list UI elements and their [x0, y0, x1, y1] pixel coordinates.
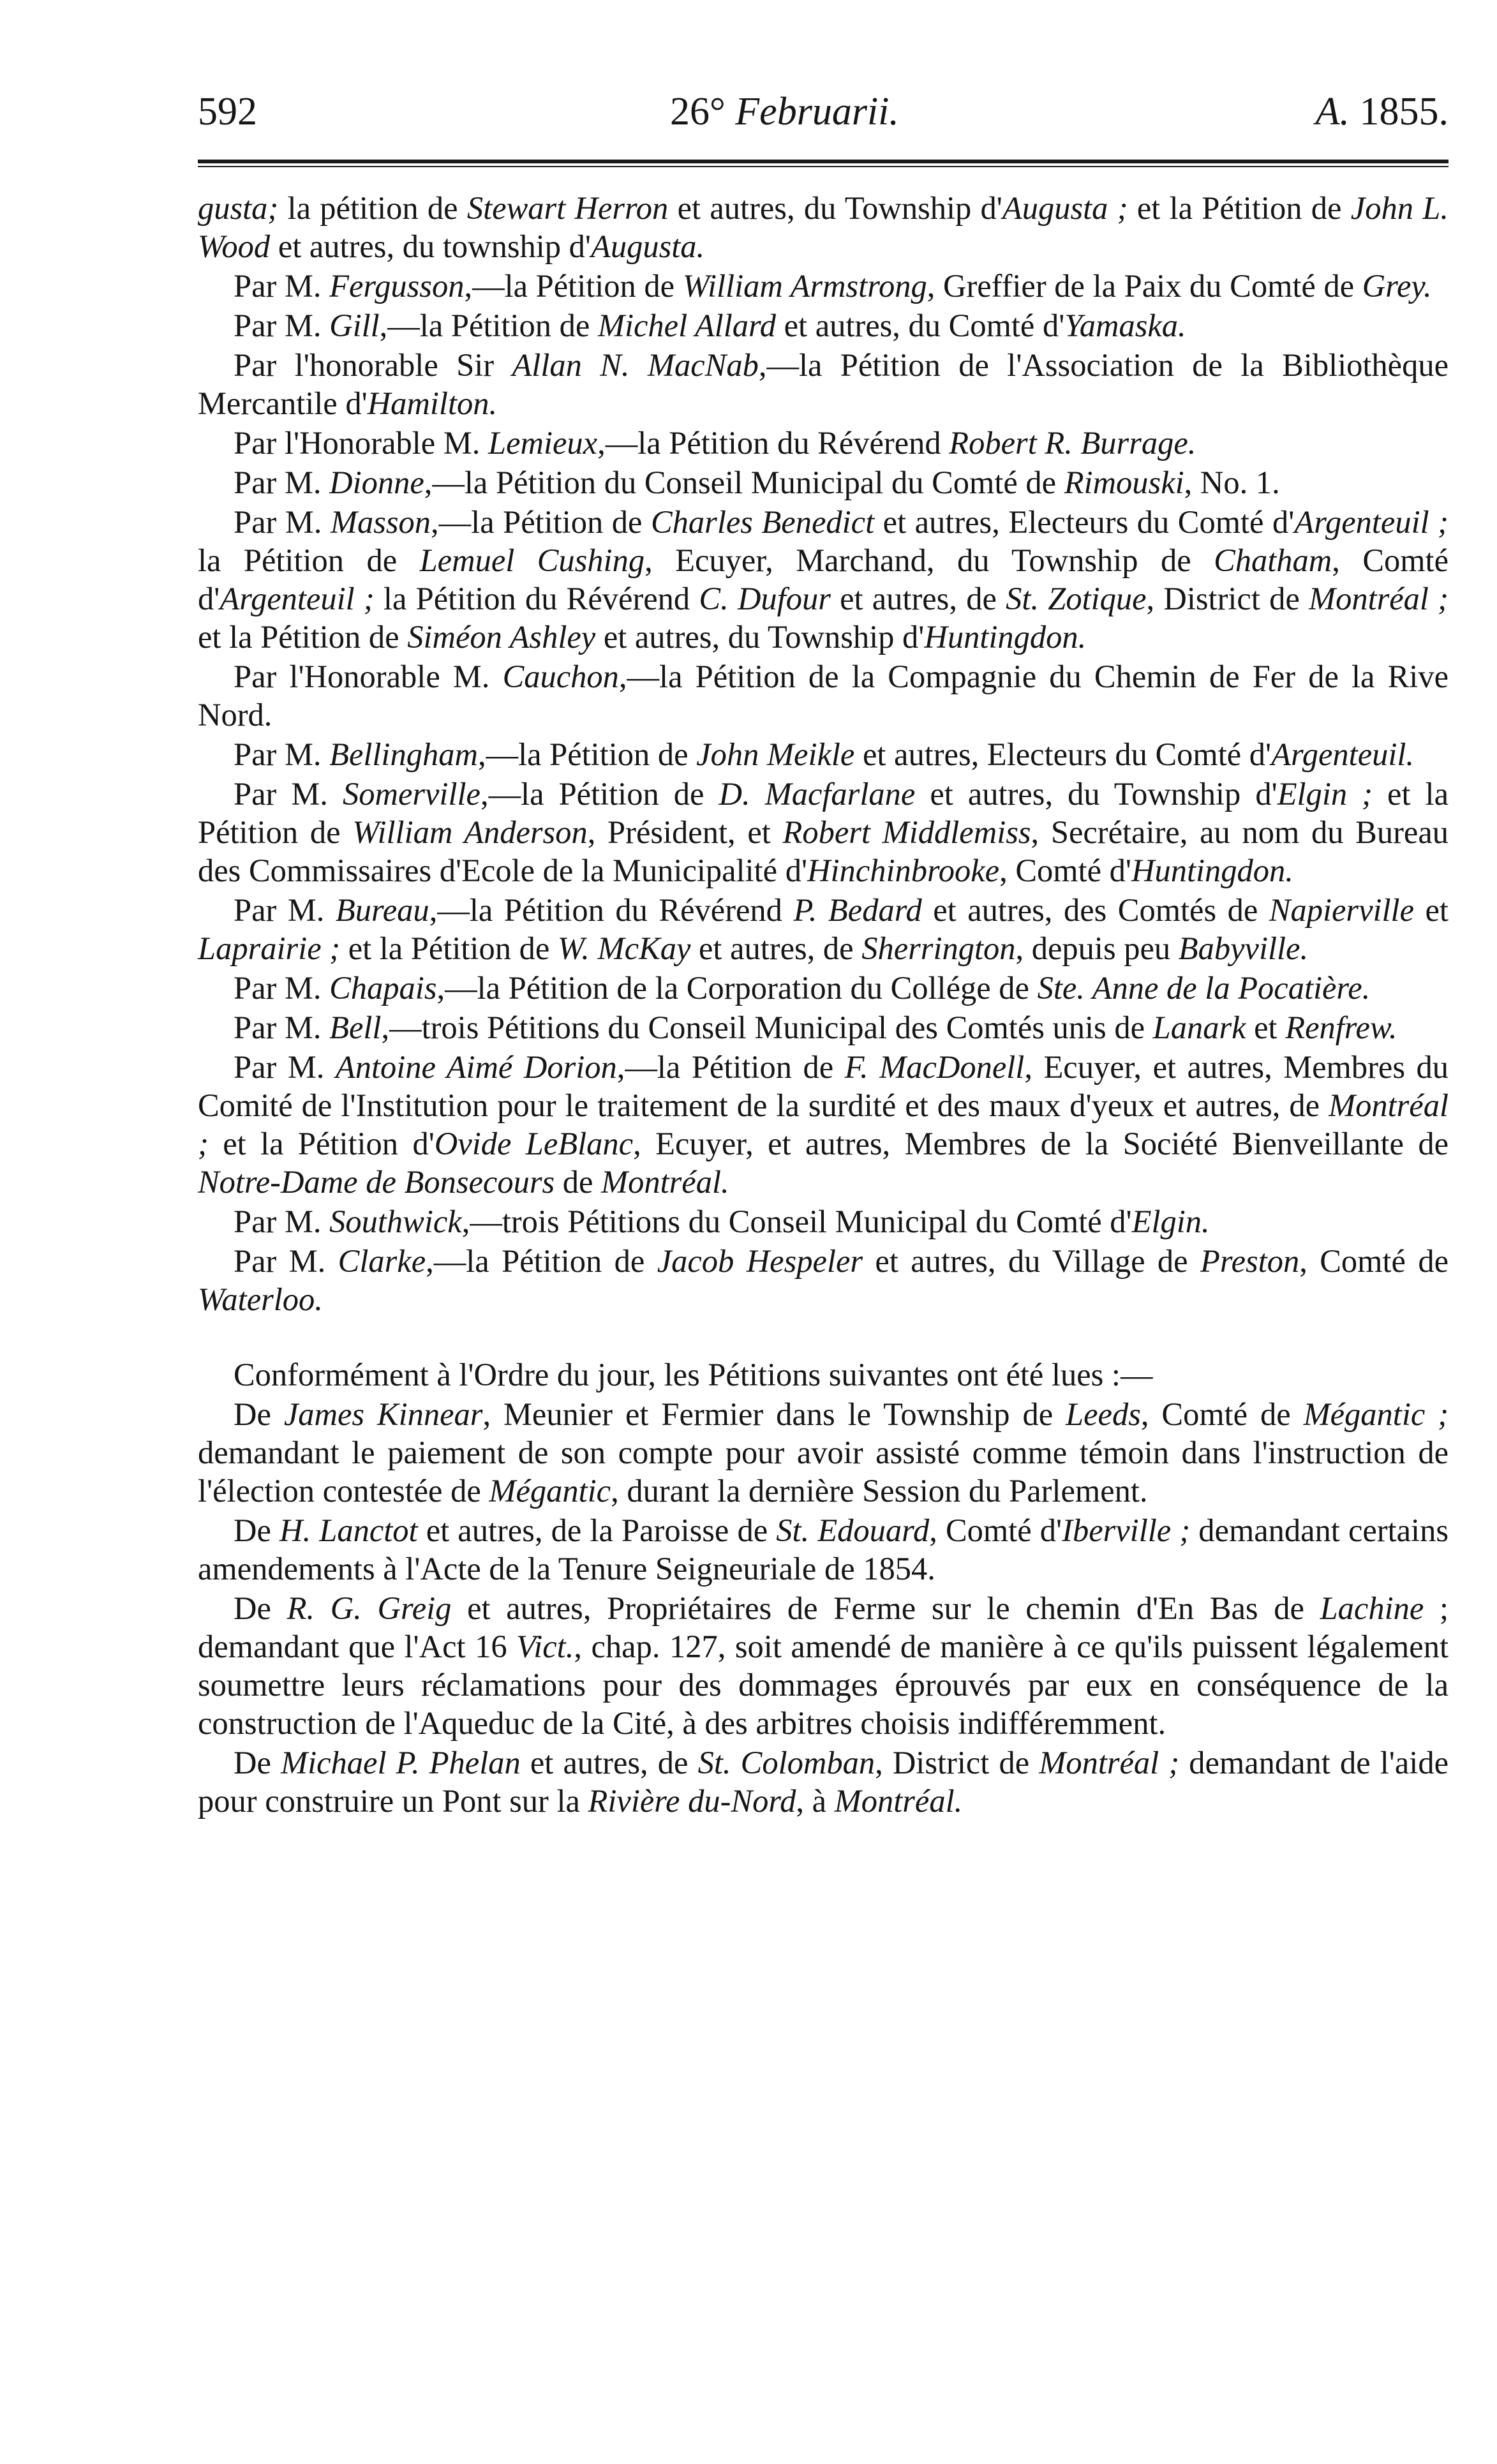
petition-read-paragraph: De H. Lanctot et autres, de la Paroisse de St. Edouard, Comté d'Iberville ; demandant certains amendements à l'Acte de la Tenure Seigneuriale de 1854. [198, 1512, 1449, 1587]
petition-paragraph: Par M. Gill,—la Pétition de Michel Allard et autres, du Comté d'Yamaska. [234, 308, 1186, 343]
section-spacer [198, 1320, 1449, 1355]
petitions-presented-section [198, 189, 1449, 1318]
running-header [198, 77, 1449, 147]
petition-read-paragraph: De R. G. Greig et autres, Propriétaires de Ferme sur le chemin d'En Bas de Lachine ; demandant que l'Act 16 Vict., chap. 127, soit amendé de manière à ce qu'ils puissent légalement soumettre leurs réclamations pour des dommages éprouvés par eux en conséquence de la construction de l'Aqueduc de la Cité, à des arbitres choisis indifféremment. [198, 1590, 1449, 1741]
running-year [1316, 77, 1449, 147]
petition-paragraph: Par M. Bellingham,—la Pétition de John Meikle et autres, Electeurs du Comté d'Argenteuil. [234, 736, 1415, 772]
header-rule [198, 160, 1449, 167]
petitions-read-intro: Conformément à l'Ordre du jour, les Pétitions suivantes ont été lues :— [234, 1357, 1153, 1393]
petition-paragraph: gusta; la pétition de Stewart Herron et autres, du Township d'Augusta ; et la Pétition de John L. Wood et autres, du township d'Augusta. [198, 190, 1449, 264]
petition-paragraph: Par M. Antoine Aimé Dorion,—la Pétition de F. MacDonell, Ecuyer, et autres, Membres du Comité de l'Institution pour le traitement de la surdité et des maux d'yeux et autres, de Montréal ; et la Pétition d'Ovide LeBlanc, Ecuyer, et autres, Membres de la Société Bienveillante de Notre-Dame de Bonsecours de Montréal. [198, 1049, 1449, 1200]
petition-paragraph: Par M. Clarke,—la Pétition de Jacob Hespeler et autres, du Village de Preston, Comté de Waterloo. [198, 1243, 1449, 1317]
page-body [198, 189, 1449, 1820]
petition-paragraph: Par M. Masson,—la Pétition de Charles Benedict et autres, Electeurs du Comté d'Argenteuil ; la Pétition de Lemuel Cushing, Ecuyer, Marchand, du Township de Chatham, Comté d'Argenteuil ; la Pétition du Révérend C. Dufour et autres, de St. Zotique, District de Montréal ; et la Pétition de Siméon Ashley et autres, du Township d'Huntingdon. [198, 504, 1449, 655]
petition-paragraph: Par M. Bureau,—la Pétition du Révérend P. Bedard et autres, des Comtés de Napierville et Laprairie ; et la Pétition de W. McKay et autres, de Sherrington, depuis peu Babyville. [198, 892, 1449, 966]
petition-paragraph: Par M. Somerville,—la Pétition de D. Macfarlane et autres, du Township d'Elgin ; et la Pétition de William Anderson, Président, et Robert Middlemiss, Secrétaire, au nom du Bureau des Commissaires d'Ecole de la Municipalité d'Hinchinbrooke, Comté d'Huntingdon. [198, 776, 1449, 888]
petition-paragraph: Par M. Chapais,—la Pétition de la Corporation du Collége de Ste. Anne de la Pocatière. [234, 970, 1371, 1006]
running-date [670, 77, 899, 147]
petition-paragraph: Par M. Bell,—trois Pétitions du Conseil Municipal des Comtés unis de Lanark et Renfrew. [234, 1010, 1397, 1045]
petition-paragraph: Par M. Fergusson,—la Pétition de William Armstrong, Greffier de la Paix du Comté de Grey. [234, 268, 1432, 304]
running-year-letter: A. [1315, 90, 1350, 133]
petition-read-paragraph: De Michael P. Phelan et autres, de St. Colomban, District de Montréal ; demandant de l'aide pour construire un Pont sur la Rivière du-Nord, à Montréal. [198, 1745, 1449, 1819]
running-year-number: 1855. [1350, 90, 1449, 133]
petition-paragraph: Par M. Southwick,—trois Pétitions du Conseil Municipal du Comté d'Elgin. [234, 1204, 1210, 1239]
petitions-read-section [198, 1355, 1449, 1820]
petition-paragraph: Par M. Dionne,—la Pétition du Conseil Municipal du Comté de Rimouski, No. 1. [234, 465, 1280, 500]
petition-paragraph: Par l'honorable Sir Allan N. MacNab,—la Pétition de l'Association de la Bibliothèque Mercantile d'Hamilton. [198, 347, 1449, 421]
running-date-day: 26° [670, 90, 736, 133]
petition-paragraph: Par l'Honorable M. Cauchon,—la Pétition de la Compagnie du Chemin de Fer de la Rive Nord. [198, 659, 1449, 733]
document-page [198, 77, 1449, 1821]
petition-paragraph: Par l'Honorable M. Lemieux,—la Pétition du Révérend Robert R. Burrage. [234, 425, 1196, 461]
page-number: 592 [198, 90, 257, 133]
header-rule-thin [198, 166, 1449, 167]
running-date-month: Februarii. [735, 90, 899, 133]
petition-read-paragraph: De James Kinnear, Meunier et Fermier dans le Township de Leeds, Comté de Mégantic ; demandant le paiement de son compte pour avoir assisté comme témoin dans l'instruction de l'élection contestée de Mégantic, durant la dernière Session du Parlement. [198, 1396, 1449, 1509]
